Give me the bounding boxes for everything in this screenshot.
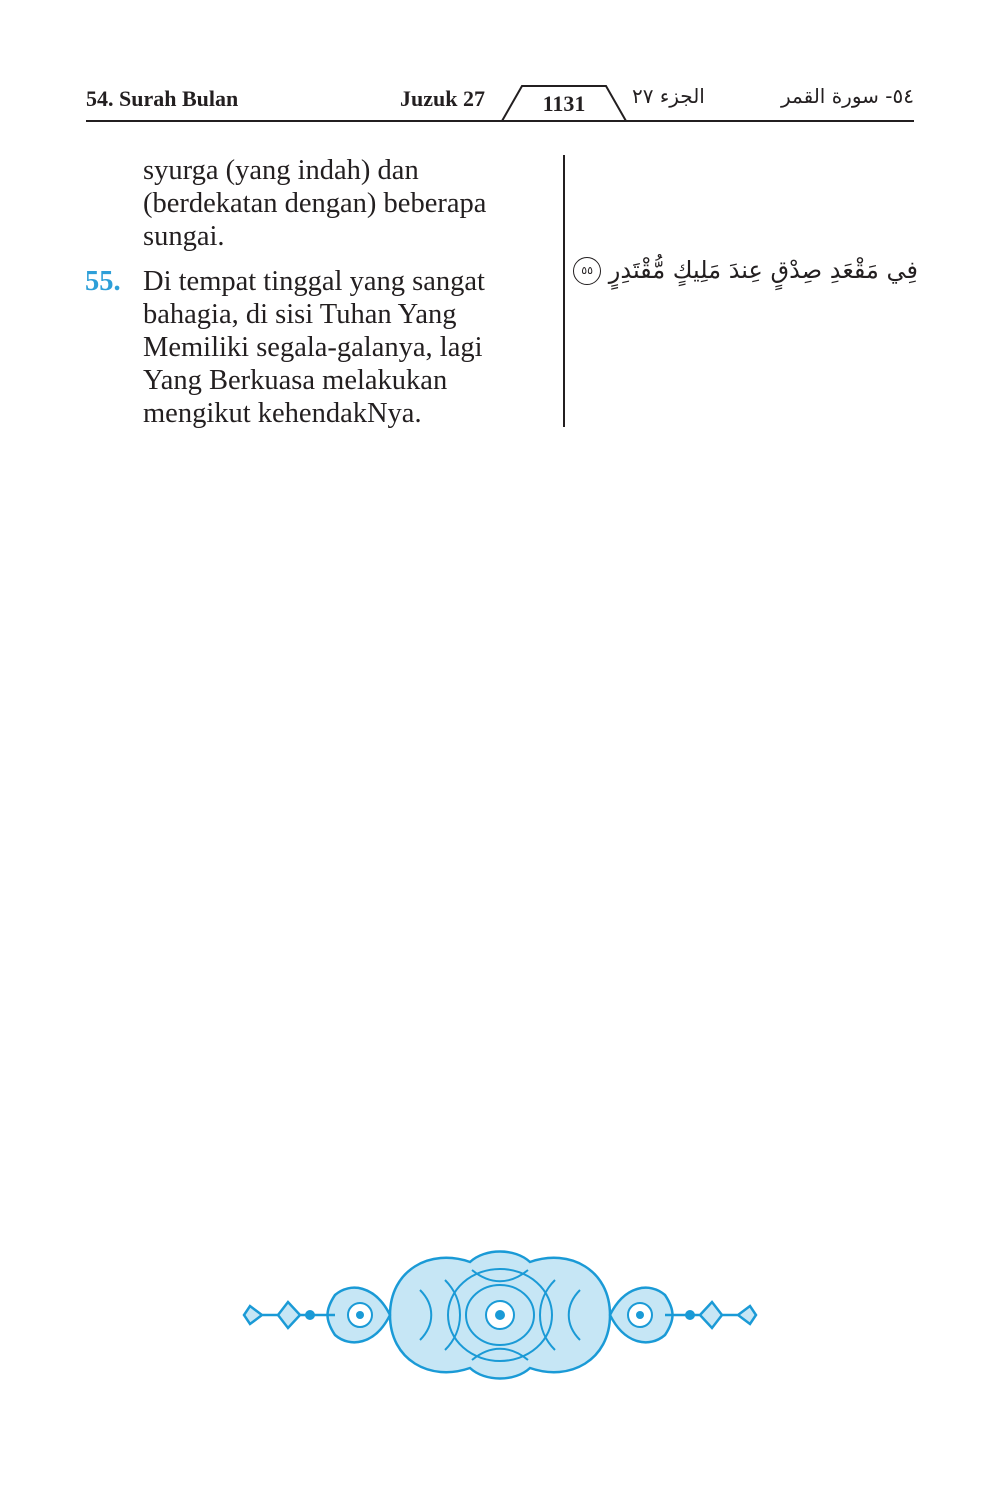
- juz-label-latin: Juzuk 27: [400, 86, 485, 111]
- verse-text: Di tempat tinggal yang sangat bahagia, di sisi Tuhan Yang Memiliki segala-galanya, lagi Yang Berkuasa melakukan mengikut kehendakNya.: [143, 266, 485, 429]
- column-divider: [563, 155, 565, 427]
- translation-verse-55: [85, 265, 535, 430]
- arabic-verse-55: [569, 256, 918, 285]
- page-header: [0, 0, 1000, 130]
- surah-name-latin: 54. Surah Bulan: [86, 86, 239, 111]
- surah-name-arabic: ٥٤- سورة القمر: [780, 84, 914, 108]
- ayah-end-marker: ٥٥: [573, 257, 601, 285]
- page-number: 1131: [542, 91, 586, 116]
- verse-number: 55.: [85, 266, 121, 297]
- juz-label-arabic: الجزء ٢٧: [632, 84, 705, 108]
- translation-continuation: [85, 154, 535, 253]
- decorative-ornament: [240, 1240, 760, 1390]
- continuation-text: syurga (yang indah) dan (berdekatan dengan) beberapa sungai.: [143, 155, 487, 252]
- arabic-verse-text: فِي مَقْعَدِ صِدْقٍ عِندَ مَلِيكٍ مُّقْتَدِرٍ: [608, 256, 918, 284]
